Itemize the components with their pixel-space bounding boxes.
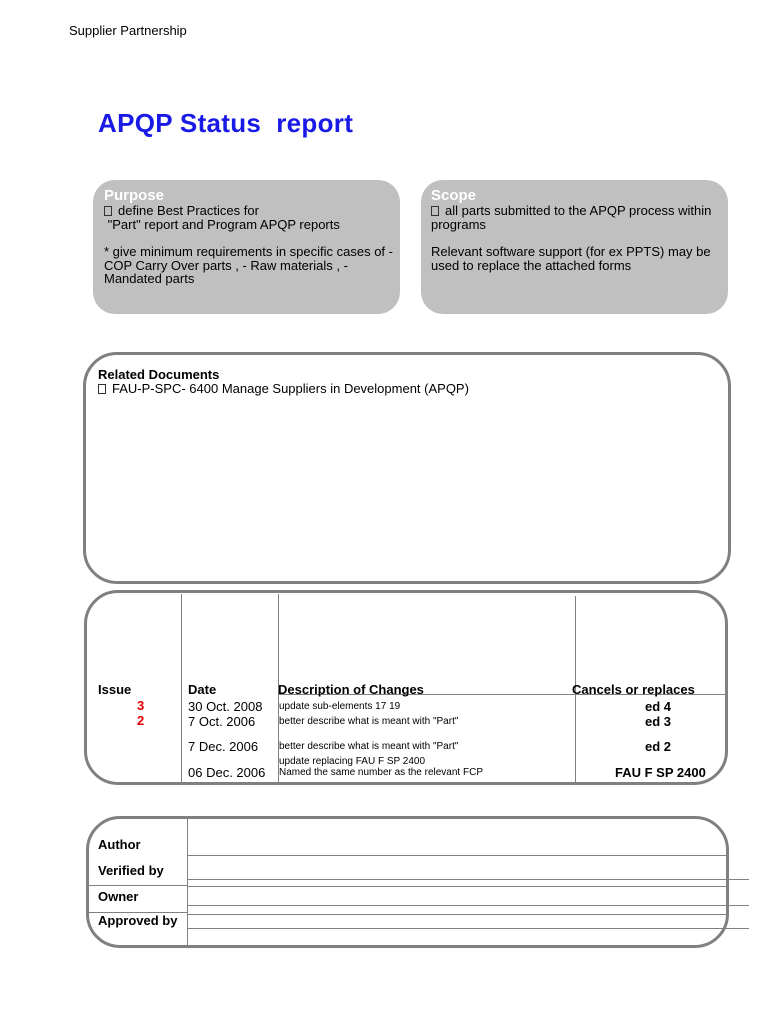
author-label: Author [98,837,141,852]
purpose-line-2: "Part" report and Program APQP reports [104,217,340,232]
signoff-line [187,879,749,880]
col-header-cancels: Cancels or replaces [572,682,695,697]
header-text: Supplier Partnership [69,23,187,38]
approved-by-label: Approved by [98,913,178,928]
signoff-line [187,928,749,929]
row-cancels: ed 4 [645,699,672,714]
row-description: update replacing FAU F SP 2400 [279,756,426,767]
related-documents-heading: Related Documents [98,367,220,382]
row-date: 30 Oct. 2008 [188,699,263,714]
row-cancels: FAU F SP 2400 [615,765,706,780]
row-description: better describe what is meant with "Part" [279,716,459,727]
col-header-date: Date [188,682,217,697]
issue-number: 2 [137,713,145,728]
scope-line-1-text: all parts submitted to the APQP process within [445,203,712,218]
purpose-line-3: * give minimum requirements in specific cases of - [104,244,393,259]
page-title: APQP Status report [98,108,354,138]
row-date: 7 Dec. 2006 [188,739,259,754]
related-document-text: FAU-P-SPC- 6400 Manage Suppliers in Development (APQP) [112,381,469,396]
row-description: update sub-elements 17 19 [279,701,401,712]
row-description: Named the same number as the relevant FCP [279,767,483,778]
verified-by-label: Verified by [98,863,164,878]
col-header-issue: Issue [98,682,132,697]
purpose-heading: Purpose [104,187,165,204]
owner-label: Owner [98,889,139,904]
scope-line-2: programs [431,217,486,232]
purpose-line-1-text: define Best Practices for [118,203,259,218]
related-document-item [98,381,469,396]
bullet-icon [104,206,112,216]
row-cancels: ed 2 [645,739,672,754]
related-documents-box [83,352,731,584]
scope-box [421,180,728,314]
bullet-icon [431,206,439,216]
col-header-description: Description of Changes [278,682,424,697]
row-date: 06 Dec. 2006 [188,765,266,780]
purpose-line-1 [104,204,259,218]
signoff-divider [187,818,188,945]
signoff-line [187,886,726,887]
column-divider [181,594,182,782]
signoff-line [187,855,726,856]
scope-line-4: used to replace the attached forms [431,258,632,273]
bullet-icon [98,384,106,394]
row-date: 7 Oct. 2006 [188,714,256,729]
signoff-line [187,905,749,906]
issue-number: 3 [137,698,145,713]
row-description: better describe what is meant with "Part" [279,741,459,752]
row-cancels: ed 3 [645,714,672,729]
purpose-line-5: Mandated parts [104,271,195,286]
purpose-box [93,180,400,314]
signoff-line [187,914,726,915]
scope-line-1 [431,204,711,218]
scope-line-3: Relevant software support (for ex PPTS) may be [431,244,711,259]
scope-heading: Scope [431,187,477,204]
purpose-line-4: COP Carry Over parts , - Raw materials , - [104,258,348,273]
signoff-line [88,885,187,886]
